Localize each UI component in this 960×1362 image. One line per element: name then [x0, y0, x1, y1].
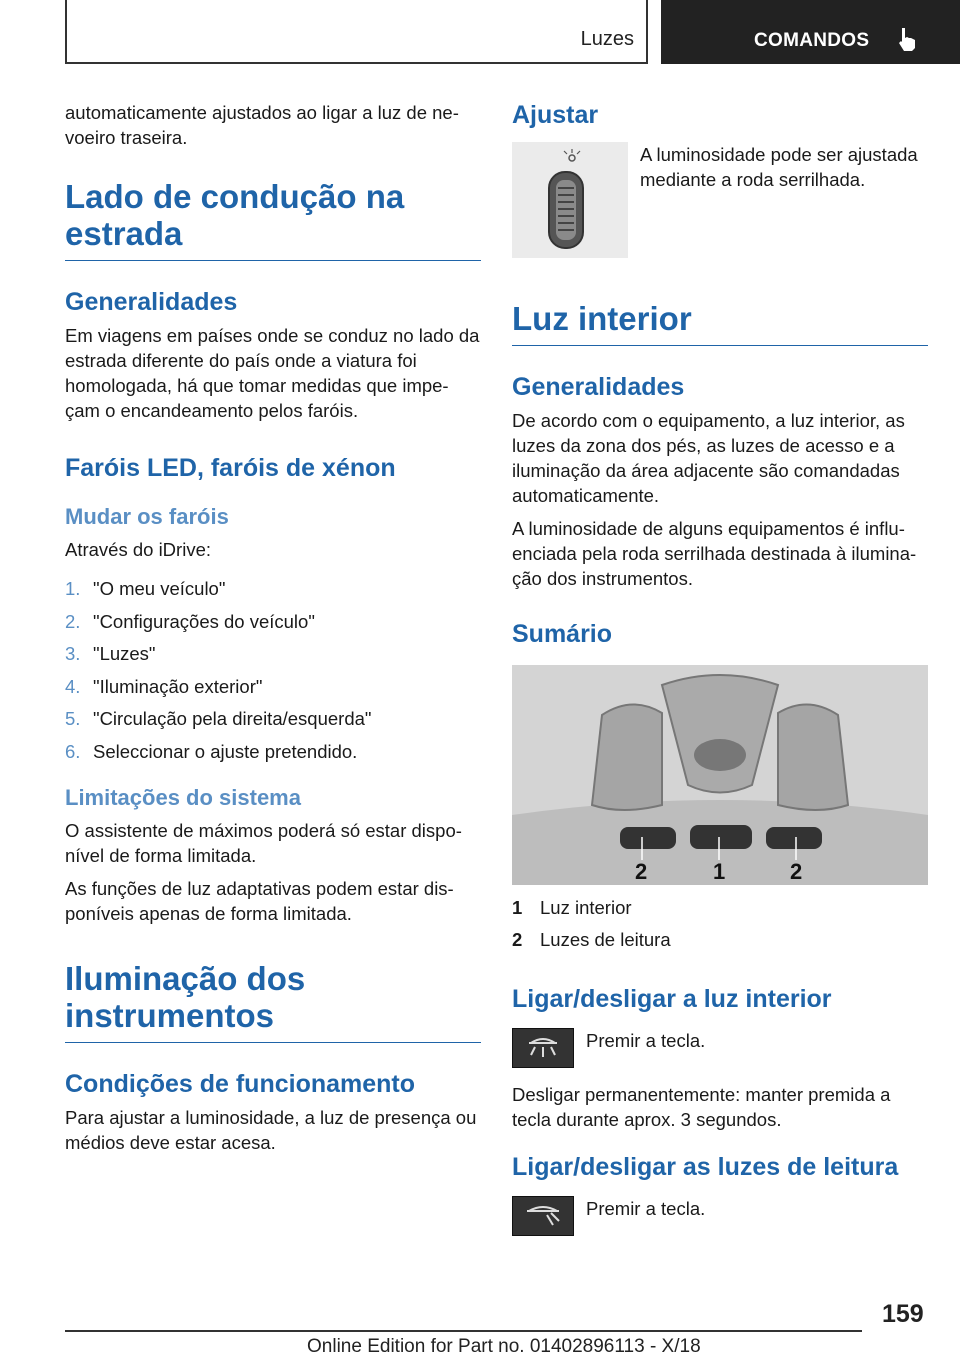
- heading-summary: Sumário: [512, 620, 613, 648]
- right-column: [512, 100, 928, 1236]
- header-chapter-label: COMANDOS: [754, 30, 870, 51]
- heading-led-headlights: Faróis LED, faróis de xénon: [65, 454, 396, 482]
- conditions-paragraph: Para ajustar a luminosidade, a luz de presença ou médios deve estar acesa.: [65, 1106, 477, 1153]
- list-item: 2. "Configurações do veículo": [65, 610, 315, 632]
- header-chapter-tab: [661, 0, 960, 64]
- hand-pointer-icon: [897, 26, 919, 52]
- thumbwheel-image: [512, 142, 628, 258]
- reading-light-button-icon: [512, 1196, 574, 1236]
- intro-paragraph: automaticamente ajustados ao ligar a luz de ne-voeiro traseira.: [65, 102, 459, 148]
- heading-adjust: Ajustar: [512, 101, 599, 129]
- interior-light-icon: [513, 1029, 573, 1067]
- interior-general-paragraph-1: De acordo com o equipamento, a luz interior, as luzes da zona dos pés, as luzes de acesso e a iluminação da área adjacente são comandadas automaticamente.: [512, 410, 905, 506]
- list-item: 6. Seleccionar o ajuste pretendido.: [65, 740, 358, 762]
- heading-general-interior: Generalidades: [512, 373, 685, 401]
- press-key-paragraph-1: Premir a tecla.: [586, 1030, 706, 1051]
- callout-2-left: 2: [635, 859, 648, 884]
- reading-light-icon: [513, 1197, 573, 1235]
- list-item: 5. "Circulação pela direita/esquerda": [65, 708, 372, 729]
- header-section-box: [65, 0, 648, 64]
- list-item: 4. "Iluminação exterior": [65, 675, 263, 697]
- legend-item: 1 Luz interior: [512, 897, 632, 918]
- adjust-paragraph: A luminosidade pode ser ajustada mediante a roda serrilhada.: [640, 144, 918, 190]
- general-paragraph: Em viagens em países onde se conduz no lado da estrada diferente do país onde a viatura foi homologada, há que tomar medidas que impe-çam o encandeamento pelos faróis.: [65, 325, 480, 421]
- callout-1: 1: [713, 859, 726, 884]
- press-key-paragraph-2: Premir a tecla.: [586, 1198, 706, 1219]
- limits-paragraph-2: As funções de luz adaptativas podem estar dis-poníveis apenas de forma limitada.: [65, 877, 454, 924]
- overhead-console-image: [512, 665, 928, 885]
- heading-drive-side: Lado de condução na estrada: [65, 178, 481, 261]
- heading-operating-conditions: Condições de funcionamento: [65, 1069, 416, 1098]
- interior-light-button-icon: [512, 1028, 574, 1068]
- page-number: 159: [882, 1300, 924, 1328]
- steps-list: [65, 576, 481, 764]
- list-item: 3. "Luzes": [65, 643, 156, 664]
- header-section-label: Luzes: [580, 28, 634, 50]
- heading-toggle-reading: Ligar/desligar as luzes de leitura: [512, 1153, 899, 1181]
- overhead-console-illustration: [512, 665, 928, 885]
- legend-item: 2 Luzes de leitura: [512, 929, 671, 950]
- heading-interior-light: Luz interior: [512, 300, 928, 346]
- heading-change-headlights: Mudar os faróis: [65, 504, 229, 529]
- thumbwheel-icon: [512, 142, 628, 258]
- limits-paragraph-1: O assistente de máximos poderá só estar dispo-nível de forma limitada.: [65, 819, 462, 866]
- heading-general: Generalidades: [65, 288, 238, 316]
- callout-2-right: 2: [790, 859, 803, 884]
- footer-edition: Online Edition for Part no. 01402896113 - X/18: [307, 1336, 701, 1357]
- permanent-off-paragraph: Desligar permanentemente: manter premida a tecla durante aprox. 3 segundos.: [512, 1084, 891, 1130]
- heading-system-limits: Limitações do sistema: [65, 784, 301, 810]
- heading-instrument-lighting: Iluminação dos instrumentos: [65, 960, 481, 1043]
- left-column: [65, 100, 481, 1163]
- list-item: 1. "O meu veículo": [65, 578, 226, 599]
- heading-toggle-interior: Ligar/desligar a luz interior: [512, 985, 832, 1013]
- interior-general-paragraph-2: A luminosidade de alguns equipamentos é influ-enciada pela roda serrilhada destinada à ilumina-ção dos instrumentos.: [512, 518, 917, 589]
- idrive-paragraph: Através do iDrive:: [65, 539, 211, 560]
- footer-divider: [65, 1330, 862, 1332]
